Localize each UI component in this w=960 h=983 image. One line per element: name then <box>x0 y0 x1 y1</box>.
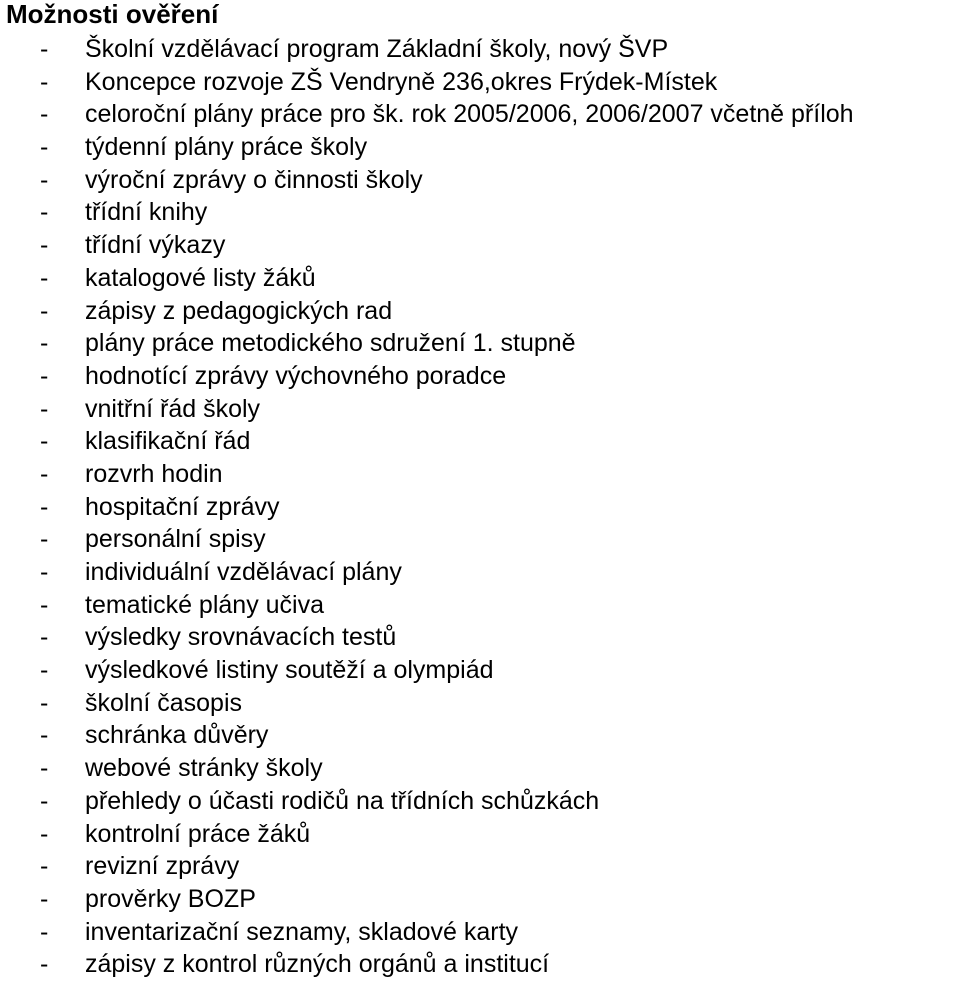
list-item-text: klasifikační řád <box>85 427 251 456</box>
list-item-text: katalogové listy žáků <box>85 263 316 292</box>
list-item-text: personální spisy <box>85 525 266 554</box>
list-item-text: vnitřní řád školy <box>85 394 261 423</box>
list-item-text: zápisy z kontrol různých orgánů a institucí <box>85 950 550 979</box>
list-bullet: - <box>40 100 49 129</box>
list-item-text: individuální vzdělávací plány <box>85 558 402 586</box>
list-item-text: hospitační zprávy <box>85 492 280 521</box>
list-bullet: - <box>40 819 49 848</box>
list-bullet: - <box>40 754 49 783</box>
list-item-text: inventarizační seznamy, skladové karty <box>85 917 519 946</box>
list-item-text: schránka důvěry <box>85 721 269 750</box>
list-bullet: - <box>40 459 49 488</box>
page-title: Možnosti ověření <box>6 0 219 29</box>
list-bullet: - <box>40 525 49 554</box>
list-item-text: třídní výkazy <box>85 231 226 260</box>
list-bullet: - <box>40 786 49 815</box>
list-bullet: - <box>40 133 49 162</box>
list-bullet: - <box>40 656 49 685</box>
list-bullet: - <box>40 231 49 260</box>
list-bullet: - <box>40 198 49 227</box>
list-item-text: výsledky srovnávacích testů <box>85 623 397 652</box>
list-bullet: - <box>40 623 49 652</box>
list-item-text: výroční zprávy o činnosti školy <box>85 165 423 194</box>
list-bullet: - <box>40 917 49 946</box>
list-bullet: - <box>40 950 49 979</box>
list-bullet: - <box>40 361 49 390</box>
list-bullet: - <box>40 296 49 325</box>
list-bullet: - <box>40 165 49 194</box>
list-item-text: třídní knihy <box>85 198 208 227</box>
list-item-text: Školní vzdělávací program Základní školy, nový ŠVP <box>85 35 669 63</box>
list-item-text: přehledy o účasti rodičů na třídních schůzkách <box>85 786 600 815</box>
list-bullet: - <box>40 263 49 292</box>
list-bullet: - <box>40 852 49 881</box>
list-item-text: Koncepce rozvoje ZŠ Vendryně 236,okres Frýdek-Místek <box>85 67 718 96</box>
list-item-text: hodnotící zprávy výchovného poradce <box>85 361 507 390</box>
list-item-text: revizní zprávy <box>85 852 240 881</box>
list-bullet: - <box>40 688 49 717</box>
list-item-text: prověrky BOZP <box>85 884 256 913</box>
list-item-text: zápisy z pedagogických rad <box>85 296 393 325</box>
list-item-text: kontrolní práce žáků <box>85 819 311 848</box>
list-item-text: týdenní plány práce školy <box>85 133 368 162</box>
list-item-text: celoroční plány práce pro šk. rok 2005/2006, 2006/2007 včetně příloh <box>85 100 854 129</box>
list-bullet: - <box>40 35 49 63</box>
list-bullet: - <box>40 721 49 750</box>
list-bullet: - <box>40 394 49 423</box>
list-item-text: plány práce metodického sdružení 1. stupně <box>85 329 576 358</box>
list-item-text: rozvrh hodin <box>85 459 223 488</box>
list-bullet: - <box>40 329 49 358</box>
list-bullet: - <box>40 427 49 456</box>
list-item-text: výsledkové listiny soutěží a olympiád <box>85 656 494 685</box>
list-bullet: - <box>40 492 49 521</box>
list-item-text: webové stránky školy <box>85 754 323 783</box>
list-item-text: školní časopis <box>85 688 243 717</box>
list-bullet: - <box>40 558 49 586</box>
list-bullet: - <box>40 590 49 619</box>
list-bullet: - <box>40 884 49 913</box>
list-bullet: - <box>40 67 49 96</box>
list-item-text: tematické plány učiva <box>85 590 325 619</box>
